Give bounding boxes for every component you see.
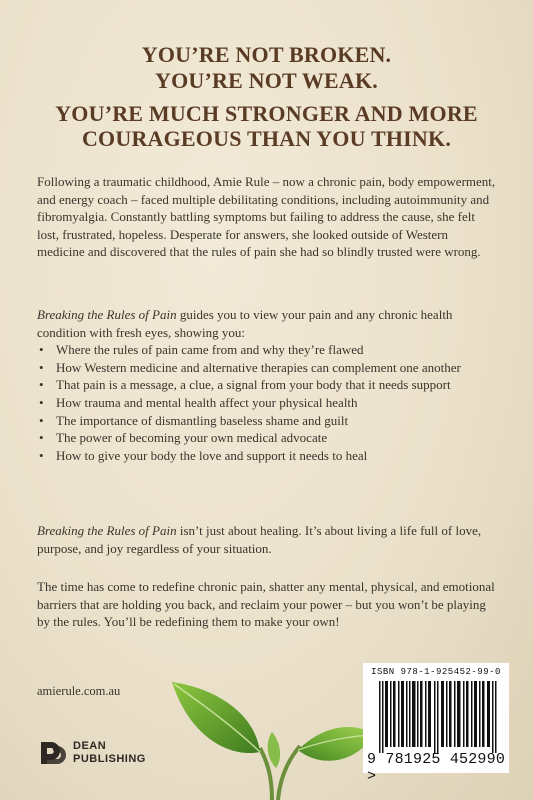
barcode-icon (379, 681, 497, 753)
healing-paragraph (37, 522, 497, 557)
list-item: • Where the rules of pain came from and why they’re flawed (37, 341, 497, 359)
benefits-intro (37, 306, 497, 341)
list-item: • How trauma and mental health affect your physical health (37, 394, 497, 412)
call-to-action-paragraph: The time has come to redefine chronic pain, shatter any mental, physical, and emotional barriers that are holding you back, and reclaim your power – but you won’t be playing by the rules. You’ll be redefining them to make your own! (37, 579, 495, 630)
healing-paragraph-text: isn’t just about healing. It’s about living a life full of love, purpose, and joy regardless of your situation. (37, 523, 482, 556)
publisher-name-line-1: DEAN (73, 740, 107, 752)
headline-line-2: YOU’RE NOT WEAK. (154, 68, 379, 93)
list-item: • The importance of dismantling baseless shame and guilt (37, 412, 497, 430)
publisher-name-line-2: PUBLISHING (73, 753, 146, 765)
barcode-digits: 9 781925 452990 > (367, 751, 506, 785)
author-website[interactable]: amierule.com.au (37, 684, 121, 698)
book-title-italic: Breaking the Rules of Pain (37, 307, 177, 322)
book-title-italic: Breaking the Rules of Pain (37, 523, 177, 538)
book-benefits-section (37, 306, 497, 464)
headline-line-1: YOU’RE NOT BROKEN. (141, 42, 392, 67)
list-item: • The power of becoming your own medical advocate (37, 429, 497, 447)
list-item: • How Western medicine and alternative therapies can complement one another (37, 359, 497, 377)
barcode-block (363, 663, 509, 785)
list-item: • That pain is a message, a clue, a signal from your body that it needs support (37, 376, 497, 394)
dean-publishing-logo-icon (37, 738, 67, 768)
publisher-logo (37, 736, 177, 770)
benefits-intro-text: guides you to view your pain and any chronic health condition with fresh eyes, showing you: (37, 307, 453, 340)
headline-line-4: COURAGEOUS THAN YOU THINK. (81, 126, 452, 151)
list-item: • How to give your body the love and support it needs to heal (37, 447, 497, 465)
author-story-paragraph: Following a traumatic childhood, Amie Rule – now a chronic pain, body empowerment, and energy coach – faced multiple debilitating conditions, including autoimmunity and fibromyalgia. Constantly battling symptoms but failing to address the cause, she felt lost, frustrated, hopeless. Desperate for answers, she looked outside of Western medicine and discovered that the rules of pain she had so blindly trusted were wrong. (37, 174, 496, 260)
headline-line-3: YOU’RE MUCH STRONGER AND MORE (55, 101, 478, 126)
isbn-label: ISBN 978-1-925452-99-0 (371, 667, 501, 677)
green-sprout-leaves-icon (160, 668, 380, 800)
benefits-list (37, 341, 497, 464)
